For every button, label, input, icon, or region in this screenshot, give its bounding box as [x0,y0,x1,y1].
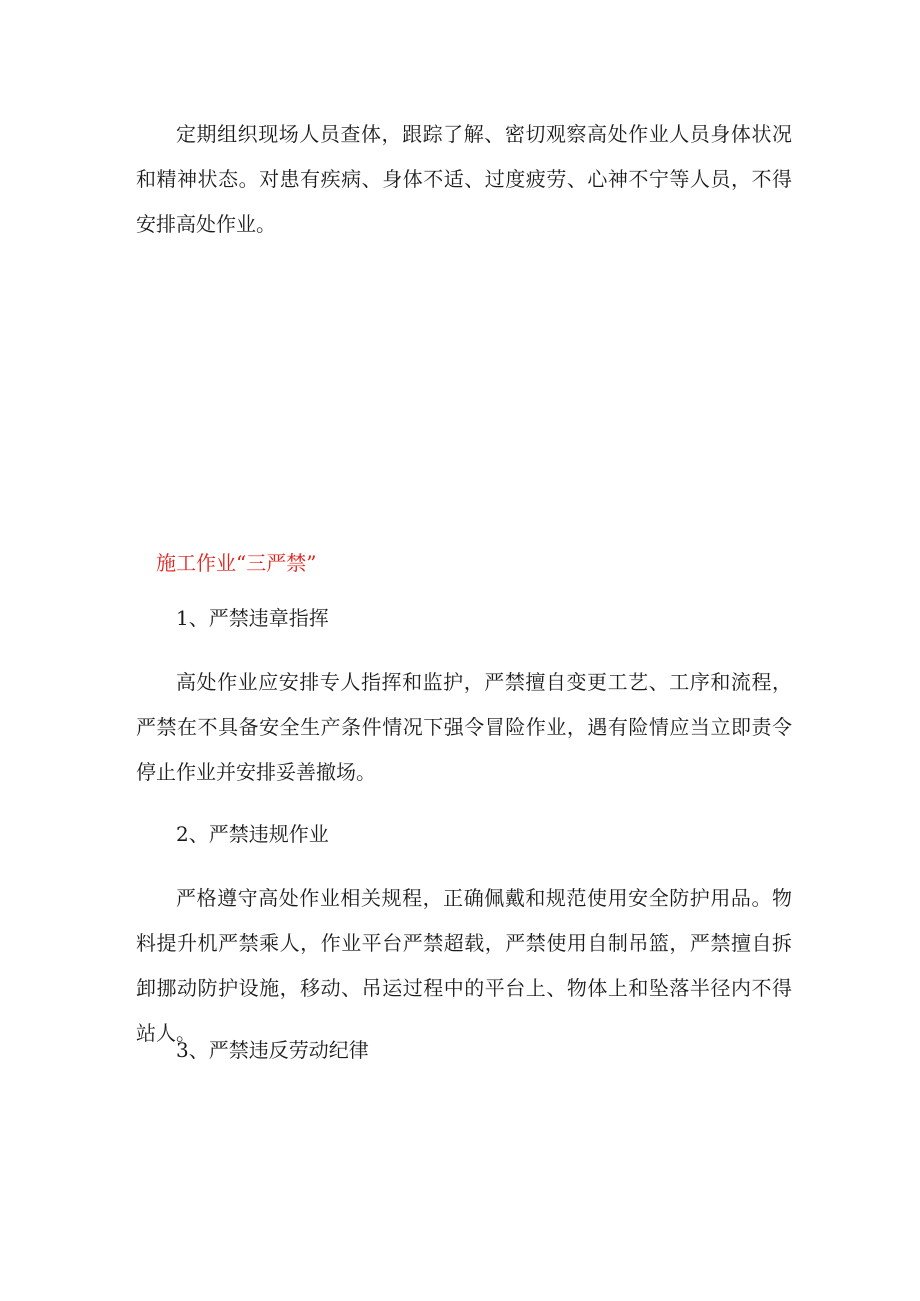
item-heading-1: 1、严禁违章指挥 [176,606,329,630]
item-body-1: 高处作业应安排专人指挥和监护，严禁擅自变更工艺、工序和流程，严禁在不具备安全生产条件情况下强令冒险作业，遇有险情应当立即责令停止作业并安排妥善撤场。 [136,670,792,784]
item-body-2: 严格遵守高处作业相关规程，正确佩戴和规范使用安全防护用品。物料提升机严禁乘人，作业平台严禁超载，严禁使用自制吊篮，严禁擅自拆卸挪动防护设施，移动、吊运过程中的平台上、物体上和坠落半径内不得站人。 [136,886,792,1045]
item-heading-2: 2、严禁违规作业 [176,822,329,846]
intro-paragraph: 定期组织现场人员查体，跟踪了解、密切观察高处作业人员身体状况和精神状态。对患有疾病、身体不适、过度疲劳、心神不宁等人员，不得安排高处作业。 [136,122,792,236]
section-title: 施工作业“三严禁” [156,551,317,575]
item-heading-3: 3、严禁违反劳动纪律 [176,1038,369,1062]
